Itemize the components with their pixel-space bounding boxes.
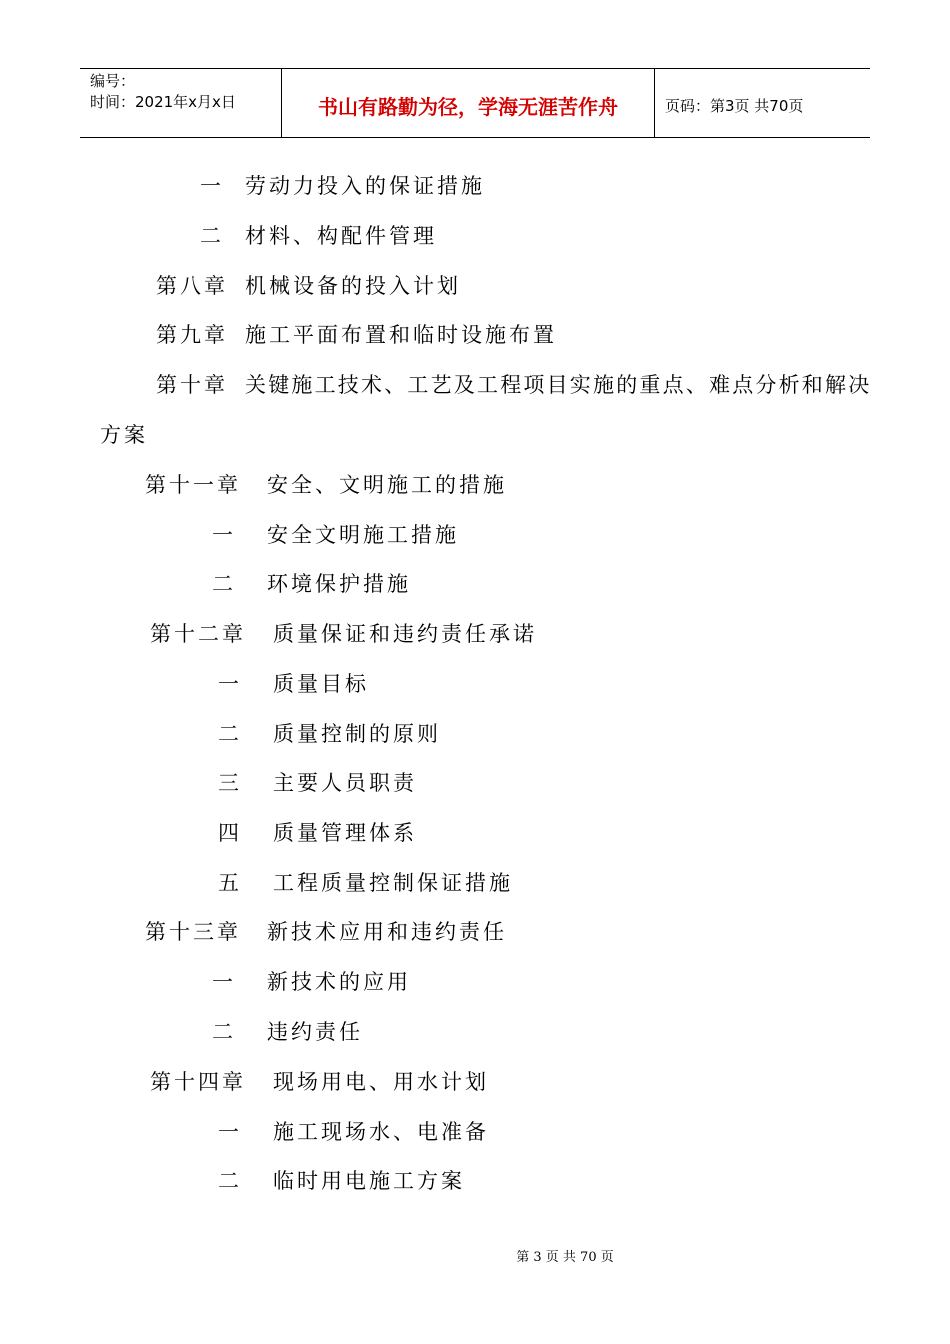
- toc-line-text: 安全文明施工措施: [267, 523, 459, 547]
- toc-line-number: 一: [212, 970, 236, 994]
- toc-line-text: 机械设备的投入计划: [245, 274, 461, 298]
- toc-line-number: 四: [218, 821, 242, 845]
- toc-line-number: 二: [218, 1169, 242, 1193]
- toc-line-number: 三: [218, 771, 242, 795]
- toc-line-number: 第十二章: [150, 622, 246, 646]
- toc-line: [0, 1167, 465, 1251]
- header-meta: [80, 69, 282, 137]
- toc-line-number: 第八章: [156, 274, 228, 298]
- toc-line-number: 二: [212, 1020, 236, 1044]
- toc-line-text: 方案: [100, 423, 148, 447]
- toc-line-text: 新技术的应用: [267, 970, 411, 994]
- toc-line-number: 一: [218, 1120, 242, 1144]
- toc-line-number: 五: [218, 871, 242, 895]
- toc-line-text: 材料、构配件管理: [245, 224, 437, 248]
- toc-line-text: 临时用电施工方案: [273, 1169, 465, 1193]
- toc-line-text: 新技术应用和违约责任: [267, 920, 507, 944]
- toc-line-text: 质量控制的原则: [273, 722, 441, 746]
- toc-line-number: 第十章: [156, 373, 228, 397]
- toc-line-text: 工程质量控制保证措施: [273, 871, 513, 895]
- header-page-info: 页码：第3页 共70页: [665, 96, 804, 115]
- toc-line-number: 第十一章: [145, 473, 241, 497]
- toc-line-text: 违约责任: [267, 1020, 363, 1044]
- toc-line-number: 一: [218, 672, 242, 696]
- toc-line-text: 质量管理体系: [273, 821, 417, 845]
- toc-line-number: 第十四章: [150, 1070, 246, 1094]
- toc-line-text: 现场用电、用水计划: [273, 1070, 489, 1094]
- toc-line-text: 施工平面布置和临时设施布置: [245, 323, 557, 347]
- page-footer: 第 3 页 共 70 页: [516, 1250, 614, 1265]
- toc-line-text: 质量保证和违约责任承诺: [273, 622, 537, 646]
- toc-line-number: 二: [212, 572, 236, 596]
- toc-line-text: 劳动力投入的保证措施: [245, 174, 485, 198]
- toc-line-text: 安全、文明施工的措施: [267, 473, 507, 497]
- page-header: [80, 68, 870, 138]
- toc-line-text: 施工现场水、电准备: [273, 1120, 489, 1144]
- toc-line-number: 二: [218, 722, 242, 746]
- toc-line-number: 一: [200, 174, 224, 198]
- toc-line-number: 第十三章: [145, 920, 241, 944]
- header-time-label: 时间：2021年x月x日: [90, 93, 236, 111]
- toc-line-number: 二: [200, 224, 224, 248]
- toc-line-text: 关键施工技术、工艺及工程项目实施的重点、难点分析和解决: [245, 373, 872, 397]
- toc-line-number: 一: [212, 523, 236, 547]
- header-motto: 书山有路勤为径，学海无涯苦作舟: [282, 69, 655, 137]
- header-number-label: 编号：: [90, 72, 136, 90]
- toc-line-text: 环境保护措施: [267, 572, 411, 596]
- toc-line-text: 主要人员职责: [273, 771, 417, 795]
- toc-line-number: 第九章: [156, 323, 228, 347]
- toc-line-text: 质量目标: [273, 672, 369, 696]
